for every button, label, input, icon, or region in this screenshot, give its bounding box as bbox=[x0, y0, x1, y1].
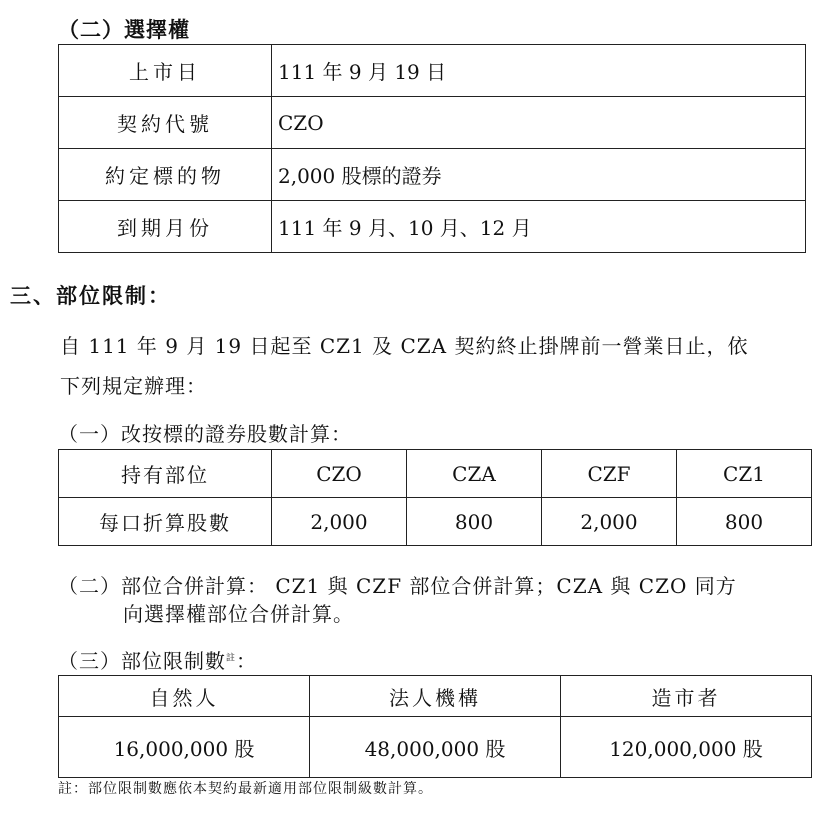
sub3-heading-colon: ： bbox=[236, 649, 258, 673]
table-cell: 120,000,000 股 bbox=[561, 717, 812, 778]
table-cell: 2,000 bbox=[272, 498, 407, 546]
sub3-heading-text: （三）部位限制數 bbox=[58, 649, 226, 673]
table-row bbox=[59, 45, 806, 97]
table-cell: 48,000,000 股 bbox=[310, 717, 561, 778]
table-row bbox=[59, 498, 812, 546]
table-header-cell: CZO bbox=[272, 450, 407, 498]
underlying-label: 約定標的物 bbox=[59, 149, 272, 201]
sub1-heading: （一）改按標的證券股數計算： bbox=[58, 422, 352, 446]
table-header-cell: CZF bbox=[542, 450, 677, 498]
sub2-line1: （二）部位合併計算： CZ1 與 CZF 部位合併計算；CZA 與 CZO 同方 bbox=[58, 574, 737, 598]
table-row bbox=[59, 97, 806, 149]
table-cell: 16,000,000 股 bbox=[59, 717, 310, 778]
listing-date-label: 上市日 bbox=[59, 45, 272, 97]
sub3-heading bbox=[58, 645, 257, 674]
table-header-cell: 法人機構 bbox=[310, 676, 561, 717]
footnote: 註：部位限制數應依本契約最新適用部位限制級數計算。 bbox=[58, 781, 433, 797]
underlying-value: 2,000 股標的證券 bbox=[272, 149, 806, 201]
sub2-line2: 向選擇權部位合併計算。 bbox=[123, 602, 354, 626]
table-header-cell: 自然人 bbox=[59, 676, 310, 717]
table-header-cell: CZA bbox=[407, 450, 542, 498]
section3-paragraph-line2: 下列規定辦理： bbox=[60, 374, 207, 398]
table-cell: 800 bbox=[407, 498, 542, 546]
footnote-marker: 註 bbox=[226, 653, 237, 664]
expiry-months-label: 到期月份 bbox=[59, 201, 272, 253]
expiry-months-value: 111 年 9 月、10 月、12 月 bbox=[272, 201, 806, 253]
table-row bbox=[59, 201, 806, 253]
table-cell: 每口折算股數 bbox=[59, 498, 272, 546]
table-header-cell: 造市者 bbox=[561, 676, 812, 717]
table-row bbox=[59, 717, 812, 778]
contract-code-label: 契約代號 bbox=[59, 97, 272, 149]
section3-heading: 三、部位限制： bbox=[10, 283, 171, 308]
position-limit-table bbox=[58, 675, 812, 778]
table-row bbox=[59, 149, 806, 201]
contract-code-value: CZO bbox=[272, 97, 806, 149]
table-header-cell: CZ1 bbox=[677, 450, 812, 498]
table-cell: 2,000 bbox=[542, 498, 677, 546]
listing-date-value: 111 年 9 月 19 日 bbox=[272, 45, 806, 97]
share-conversion-table bbox=[58, 449, 812, 546]
table-row bbox=[59, 676, 812, 717]
table-row bbox=[59, 450, 812, 498]
table-cell: 800 bbox=[677, 498, 812, 546]
options-spec-table bbox=[58, 44, 806, 253]
section3-paragraph-line1: 自 111 年 9 月 19 日起至 CZ1 及 CZA 契約終止掛牌前一營業日止，依 bbox=[60, 334, 749, 358]
options-heading: （二）選擇權 bbox=[58, 17, 190, 42]
table-header-cell: 持有部位 bbox=[59, 450, 272, 498]
